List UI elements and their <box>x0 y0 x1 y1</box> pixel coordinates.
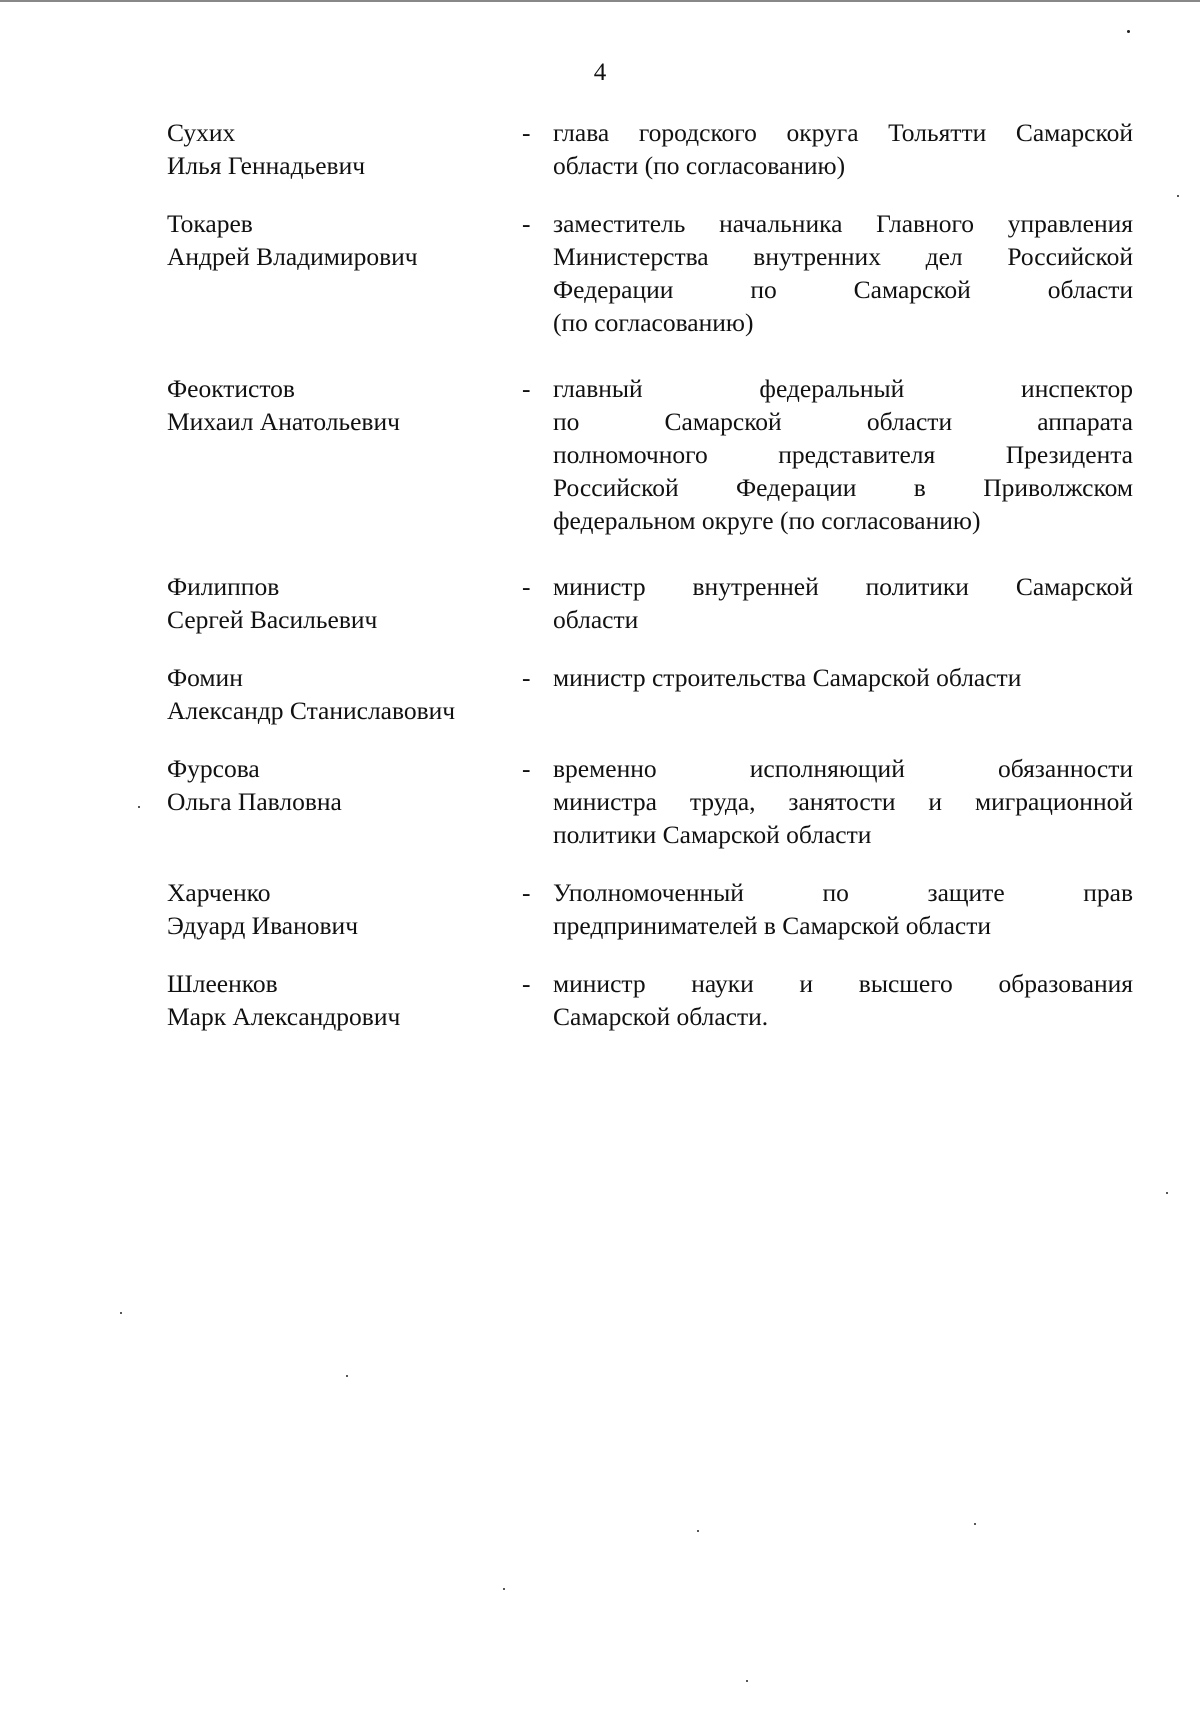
position-line: предпринимателей в Самарской области <box>553 911 992 940</box>
position-line: федеральном округе (по согласованию) <box>553 506 981 535</box>
scan-speck <box>138 806 140 808</box>
member-surname: Токарев <box>167 209 253 238</box>
member-position <box>553 372 1133 537</box>
member-position <box>553 116 1133 182</box>
member-name <box>167 661 522 727</box>
member-entry <box>167 570 1133 636</box>
scan-speck <box>974 1523 976 1525</box>
position-line: Российской Федерации в Приволжском <box>553 473 1133 502</box>
member-name <box>167 116 522 182</box>
page-number: 4 <box>593 59 607 86</box>
position-line: Самарской области. <box>553 1002 769 1031</box>
member-position <box>553 570 1133 636</box>
scan-speck <box>1166 1192 1168 1194</box>
position-line: по Самарской области аппарата <box>553 407 1133 436</box>
scan-speck <box>697 1530 699 1532</box>
member-given-name: Марк Александрович <box>167 1002 401 1031</box>
member-name <box>167 570 522 636</box>
member-name <box>167 876 522 942</box>
member-given-name: Сергей Васильевич <box>167 605 378 634</box>
member-entry <box>167 967 1133 1033</box>
scan-speck <box>346 1375 348 1377</box>
position-line: министр строительства Самарской области <box>553 663 1022 692</box>
member-position <box>553 207 1133 339</box>
member-position <box>553 661 1133 727</box>
position-line: временно исполняющий обязанности <box>553 754 1133 783</box>
member-name <box>167 372 522 537</box>
member-given-name: Михаил Анатольевич <box>167 407 400 436</box>
member-entry <box>167 752 1133 851</box>
member-given-name: Илья Геннадьевич <box>167 151 366 180</box>
member-name <box>167 752 522 851</box>
position-line: Уполномоченный по защите прав <box>553 878 1133 907</box>
separator-dash: - <box>522 572 531 601</box>
separator-dash: - <box>522 663 531 692</box>
position-line: министра труда, занятости и миграционной <box>553 787 1133 816</box>
scan-speck <box>120 1312 122 1314</box>
member-given-name: Эдуард Иванович <box>167 911 359 940</box>
position-line: (по согласованию) <box>553 308 754 337</box>
member-list <box>167 116 1133 1033</box>
position-line: глава городского округа Тольятти Самарской <box>553 118 1133 147</box>
scan-speck <box>1127 30 1130 33</box>
member-name <box>167 967 522 1033</box>
member-surname: Шлеенков <box>167 969 278 998</box>
position-line: Министерства внутренних дел Российской <box>553 242 1133 271</box>
member-surname: Феоктистов <box>167 374 295 403</box>
member-position <box>553 876 1133 942</box>
member-entry <box>167 116 1133 182</box>
member-entry <box>167 876 1133 942</box>
position-line: министр науки и высшего образования <box>553 969 1133 998</box>
separator-dash: - <box>522 878 531 907</box>
separator-dash: - <box>522 374 531 403</box>
position-line: министр внутренней политики Самарской <box>553 572 1133 601</box>
position-line: заместитель начальника Главного управления <box>553 209 1133 238</box>
position-line: области <box>553 605 639 634</box>
member-given-name: Андрей Владимирович <box>167 242 418 271</box>
position-line: главный федеральный инспектор <box>553 374 1133 403</box>
position-line: области (по согласованию) <box>553 151 846 180</box>
member-position <box>553 967 1133 1033</box>
separator-dash: - <box>522 754 531 783</box>
member-entry <box>167 207 1133 339</box>
scan-speck <box>746 1680 748 1682</box>
member-surname: Сухих <box>167 118 236 147</box>
position-line: политики Самарской области <box>553 820 872 849</box>
scan-speck <box>503 1588 505 1590</box>
member-surname: Филиппов <box>167 572 280 601</box>
separator-dash: - <box>522 118 531 147</box>
member-entry <box>167 372 1133 537</box>
member-surname: Фурсова <box>167 754 260 783</box>
member-name <box>167 207 522 339</box>
separator-dash: - <box>522 969 531 998</box>
member-position <box>553 752 1133 851</box>
member-given-name: Ольга Павловна <box>167 787 342 816</box>
member-surname: Харченко <box>167 878 271 907</box>
member-surname: Фомин <box>167 663 243 692</box>
top-border-line <box>0 0 1200 2</box>
member-given-name: Александр Станиславович <box>167 696 456 725</box>
position-line: полномочного представителя Президента <box>553 440 1133 469</box>
position-line: Федерации по Самарской области <box>553 275 1133 304</box>
separator-dash: - <box>522 209 531 238</box>
scan-speck <box>1177 195 1179 197</box>
member-entry <box>167 661 1133 727</box>
